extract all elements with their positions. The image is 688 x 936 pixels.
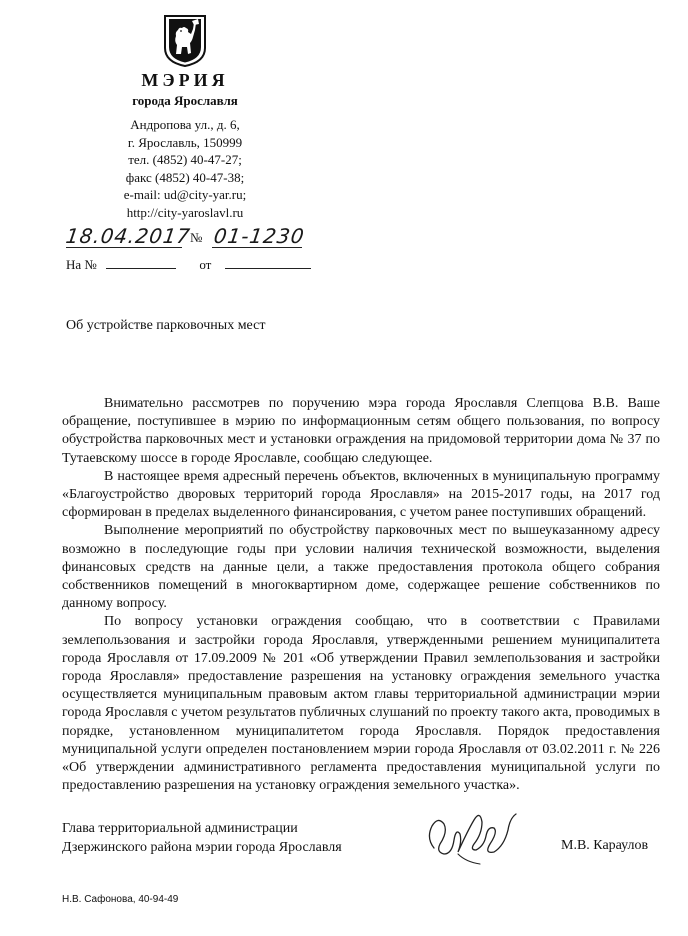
signer-position-line-1: Глава территориальной администрации xyxy=(62,821,298,836)
registration-number-underline xyxy=(212,247,302,248)
executor-contact: Н.В. Сафонова, 40-94-49 xyxy=(62,894,179,905)
registration-date: 18.04.2017 xyxy=(64,224,193,248)
registration-number: 01-1230 xyxy=(212,224,307,248)
address-city: г. Ярославль, 150999 xyxy=(127,134,243,150)
signer-name: М.В. Караулов xyxy=(561,838,649,853)
address-website: http://city-yaroslavl.ru xyxy=(126,204,244,220)
body-paragraph-2: В настоящее время адресный перечень объектов, включенных в муниципальную программу «Благоустройство дворовых территорий города Ярославля» на 2015-2017 годы, на 2017 год сформирован в пределах выделенного финансирования, с учетом ранее поступивших обращений. xyxy=(62,468,660,521)
body-paragraph-1: Внимательно рассмотрев по поручению мэра города Ярославля Слепцова В.В. Ваше обращение, поступившее в мэрию по информационным сетям общего пользования, по вопросу обустройства парковочных мест и установки ограждения на придомовой территории дома № 37 по Тутаевскому шоссе в городе Ярославле, сообщаю следующее. xyxy=(62,396,660,466)
reference-date-blank xyxy=(225,256,311,269)
signer-position xyxy=(62,819,342,857)
reference-date-label: от xyxy=(199,257,212,272)
reference-number-blank xyxy=(106,256,176,269)
address-block xyxy=(100,116,270,222)
letter-body xyxy=(62,395,660,795)
handwritten-signature-icon xyxy=(424,800,524,870)
org-title: МЭРИЯ xyxy=(141,70,229,90)
signer-position-line-2: Дзержинского района мэрии города Ярославля xyxy=(62,840,342,855)
reference-number-label: На № xyxy=(66,257,97,272)
reference-line xyxy=(66,256,311,273)
letter-subject: Об устройстве парковочных мест xyxy=(66,318,266,333)
yaroslavl-bear-crest-icon xyxy=(163,14,207,68)
address-street: Андропова ул., д. 6, xyxy=(130,117,240,132)
address-email: e-mail: ud@city-yar.ru; xyxy=(123,187,247,203)
body-paragraph-3: Выполнение мероприятий по обустройству парковочных мест по вышеуказанному адресу возможно в последующие годы при условии наличия технической возможности, выделения финансовых средств на данные цели, а также предоставления протокола общего собрания собственников помещений в многоквартирном доме, содержащее решение собственников по данному вопросу. xyxy=(62,523,660,612)
body-paragraph-4: По вопросу установки ограждения сообщаю, что в соответствии с Правилами землепользования и застройки города Ярославля, утвержденными решением муниципалитета города Ярославля от 17.09.2009 № 201 «Об утверждении Правил землепользования и застройки города Ярославля» предоставление разрешения на установку ограждения земельного участка осуществляется муниципальным правовым актом главы территориальной администрации мэрии города Ярославля с учетом результатов публичных слушаний по проекту такого акта, проводимых в порядке, установленном муниципалитетом города Ярославля. Порядок предоставления муниципальной услуги определен постановлением мэрии города Ярославля от 03.02.2011 г. № 226 «Об утверждении административного регламента предоставления муниципальной услуги по предоставлению разрешения на установку ограждения земельного участка». xyxy=(62,614,660,794)
address-phone: тел. (4852) 40-47-27; xyxy=(128,152,242,168)
org-subtitle: города Ярославля xyxy=(132,93,238,108)
registration-line xyxy=(66,224,306,250)
address-fax: факс (4852) 40-47-38; xyxy=(125,169,245,185)
registration-date-underline xyxy=(66,247,182,248)
registration-number-label: № xyxy=(190,230,203,245)
